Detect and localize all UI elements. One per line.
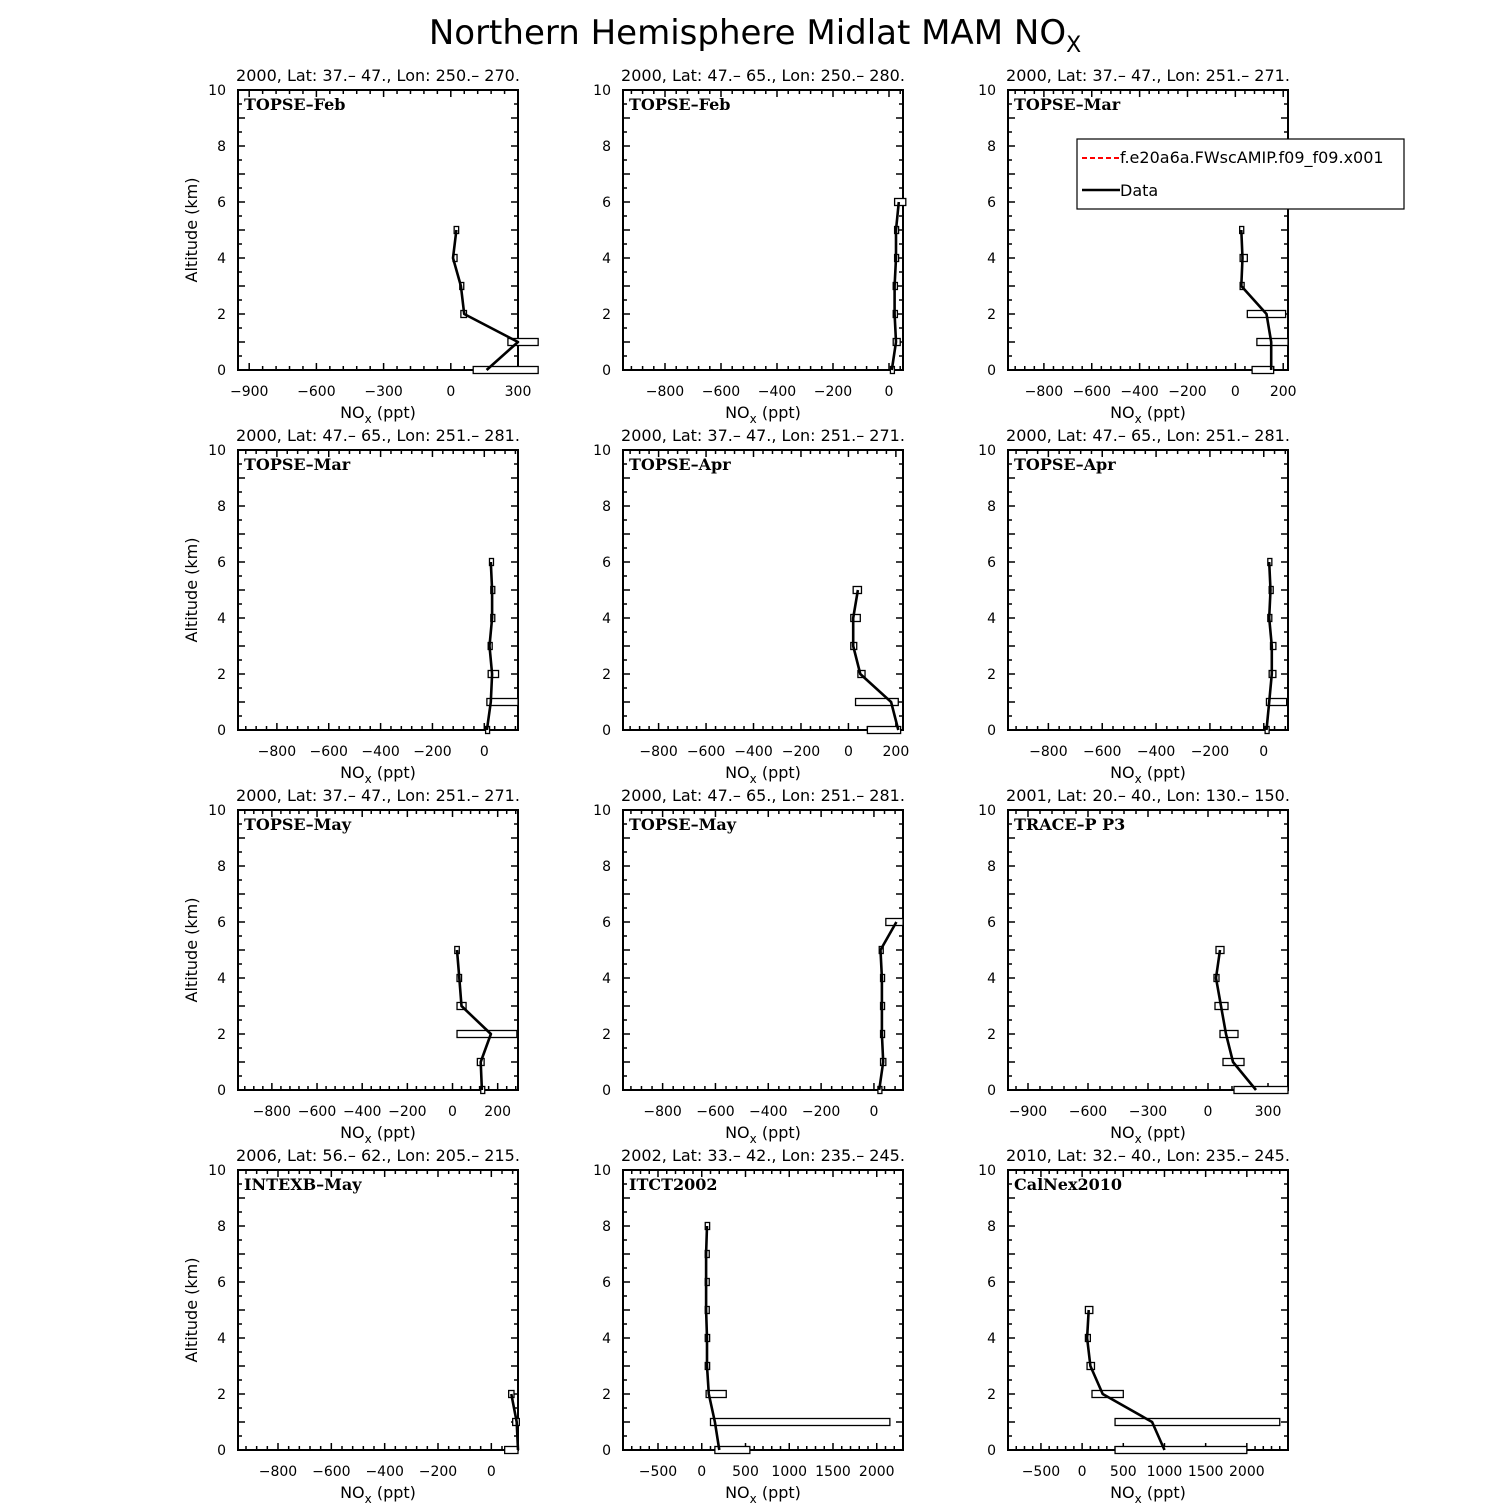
y-tick-label: 4 (602, 251, 611, 267)
y-tick-label: 10 (978, 1163, 996, 1179)
panel-12 (978, 1146, 1290, 1506)
x-tick-label: 0 (1230, 384, 1240, 400)
x-tick-label: −200 (413, 744, 452, 760)
x-tick-label: −500 (638, 1464, 678, 1480)
x-tick-label: −400 (734, 744, 773, 760)
campaign-label: TOPSE–Feb (244, 95, 346, 114)
x-axis-label (340, 1123, 416, 1146)
plot-frame (238, 1170, 518, 1450)
y-tick-label: 0 (987, 1083, 996, 1099)
x-tick-label: −400 (365, 1464, 404, 1480)
y-tick-label: 2 (602, 1027, 611, 1043)
x-tick-label: 2000 (858, 1464, 895, 1480)
x-axis-label-unit: (ppt) (371, 403, 416, 422)
y-axis-label: Altitude (km) (182, 897, 201, 1003)
panel-11 (593, 1146, 905, 1506)
x-tick-label: −600 (1068, 1104, 1108, 1120)
x-tick-label: −800 (258, 1464, 298, 1480)
campaign-label: TOPSE–Apr (1014, 455, 1116, 474)
campaign-label: ITCT2002 (629, 1175, 718, 1194)
panel-title: 2000, Lat: 37.– 47., Lon: 251.– 271. (621, 426, 905, 445)
x-tick-label: −400 (342, 1104, 382, 1120)
data-median-line (1216, 950, 1256, 1090)
x-axis-label-unit: (ppt) (756, 1123, 801, 1142)
x-axis-label-main: NO (1110, 403, 1135, 422)
x-tick-label: −800 (643, 1104, 682, 1120)
x-axis-label-main: NO (1110, 1123, 1135, 1142)
x-tick-label: 0 (884, 384, 894, 400)
x-axis-label (725, 763, 801, 786)
y-tick-label: 2 (602, 307, 611, 323)
x-tick-label: 2000 (1229, 1464, 1265, 1480)
x-axis-label-main: NO (725, 1483, 750, 1502)
panel-2 (593, 66, 906, 426)
x-axis-label-subscript: x (1134, 412, 1142, 426)
y-tick-label: 4 (602, 1331, 611, 1347)
figure-title-subscript: X (1066, 33, 1082, 58)
x-tick-label: −600 (312, 1464, 351, 1480)
panel-grid (182, 66, 1404, 1506)
y-tick-label: 8 (602, 139, 611, 155)
y-tick-label: 2 (987, 307, 996, 323)
y-tick-label: 8 (987, 859, 996, 875)
x-axis-label-unit: (ppt) (1141, 403, 1186, 422)
x-tick-label: −600 (686, 744, 726, 760)
data-range-box (711, 1419, 890, 1426)
x-tick-label: −800 (645, 384, 685, 400)
campaign-label: TOPSE–Feb (629, 95, 731, 114)
x-axis-label-unit: (ppt) (756, 763, 801, 782)
y-tick-label: 10 (208, 443, 226, 459)
y-tick-label: 8 (602, 1219, 611, 1235)
data-median-line (706, 1226, 719, 1450)
y-tick-label: 10 (593, 443, 611, 459)
x-axis-label-subscript: x (749, 1492, 757, 1506)
panel-title: 2006, Lat: 56.– 62., Lon: 205.– 215. (236, 1146, 520, 1165)
x-tick-label: −200 (388, 1104, 427, 1120)
y-tick-label: 8 (217, 1219, 226, 1235)
x-axis-label-unit: (ppt) (371, 1123, 416, 1142)
y-tick-label: 6 (217, 1275, 226, 1291)
y-tick-label: 0 (217, 723, 226, 739)
x-axis-label-main: NO (340, 763, 365, 782)
y-tick-label: 6 (602, 1275, 611, 1291)
campaign-label: TOPSE–May (244, 815, 351, 834)
x-tick-label: 200 (484, 1104, 512, 1120)
y-tick-label: 6 (987, 195, 996, 211)
y-tick-label: 4 (987, 251, 996, 267)
y-tick-label: 10 (208, 1163, 226, 1179)
campaign-label: CalNex2010 (1014, 1175, 1123, 1194)
x-axis-label-subscript: x (364, 772, 372, 786)
x-axis-label (340, 763, 416, 786)
y-tick-label: 4 (217, 971, 226, 987)
x-tick-label: −600 (309, 744, 348, 760)
x-tick-label: −800 (257, 744, 297, 760)
y-tick-label: 0 (602, 723, 611, 739)
data-median-line (1087, 1310, 1164, 1450)
x-axis-label-unit: (ppt) (1141, 763, 1186, 782)
x-axis-label-unit: (ppt) (371, 1483, 416, 1502)
plot-frame (623, 810, 903, 1090)
x-axis-label-unit: (ppt) (756, 1483, 801, 1502)
x-tick-label: −200 (813, 384, 853, 400)
y-tick-label: 8 (217, 859, 226, 875)
y-tick-label: 0 (217, 1083, 226, 1099)
plot-frame (238, 810, 518, 1090)
y-tick-label: 8 (987, 139, 996, 155)
x-axis-label-main: NO (1110, 763, 1135, 782)
x-tick-label: −900 (229, 384, 269, 400)
y-tick-label: 4 (217, 1331, 226, 1347)
legend-model-label: f.e20a6a.FWscAMIP.f09_f09.x001 (1120, 148, 1384, 167)
x-tick-label: −600 (696, 1104, 735, 1120)
x-tick-label: −300 (364, 384, 403, 400)
data-range-box (1115, 1447, 1247, 1454)
x-axis-label-subscript: x (749, 772, 757, 786)
x-tick-label: −800 (1024, 384, 1064, 400)
panel-title: 2010, Lat: 32.– 40., Lon: 235.– 245. (1006, 1146, 1290, 1165)
panel-title: 2000, Lat: 47.– 65., Lon: 251.– 281. (1006, 426, 1290, 445)
campaign-label: TOPSE–May (629, 815, 736, 834)
y-tick-label: 0 (987, 723, 996, 739)
campaign-label: TOPSE–Mar (1014, 95, 1121, 114)
y-tick-label: 0 (987, 1443, 996, 1459)
x-tick-label: −800 (1029, 744, 1068, 760)
y-tick-label: 10 (978, 443, 996, 459)
y-tick-label: 2 (602, 1387, 611, 1403)
x-tick-label: −300 (1128, 1104, 1168, 1120)
figure-title-main: Northern Hemisphere Midlat MAM NO (428, 13, 1067, 53)
data-median-line (853, 590, 898, 730)
x-tick-label: 0 (843, 744, 853, 760)
x-axis-label-unit: (ppt) (756, 403, 801, 422)
plot-frame (623, 90, 903, 370)
panel-1 (182, 66, 538, 426)
y-tick-label: 6 (987, 555, 996, 571)
data-range-box (1220, 1031, 1238, 1038)
y-axis-label: Altitude (km) (182, 177, 201, 283)
x-axis-label-subscript: x (749, 1132, 757, 1146)
data-range-box (1234, 1087, 1288, 1094)
x-tick-label: −200 (801, 1104, 841, 1120)
x-tick-label: −200 (1168, 384, 1207, 400)
plot-frame (1008, 90, 1288, 370)
y-tick-label: 4 (987, 611, 996, 627)
x-axis-label-subscript: x (364, 1132, 372, 1146)
campaign-label: INTEXB–May (244, 1175, 362, 1194)
y-tick-label: 10 (593, 83, 611, 99)
plot-frame (238, 450, 518, 730)
data-range-box (505, 1447, 518, 1454)
x-tick-label: −600 (297, 384, 336, 400)
legend (1077, 139, 1404, 209)
x-axis-label (725, 1123, 801, 1146)
x-tick-label: −200 (418, 1464, 458, 1480)
x-tick-label: 500 (1109, 1464, 1137, 1480)
y-tick-label: 6 (602, 915, 611, 931)
data-median-line (453, 230, 518, 370)
campaign-label: TOPSE–Apr (629, 455, 731, 474)
panel-3 (978, 66, 1404, 426)
x-tick-label: −400 (757, 384, 797, 400)
x-tick-label: −600 (1083, 744, 1122, 760)
x-axis-label (340, 403, 416, 426)
panel-title: 2000, Lat: 37.– 47., Lon: 250.– 270. (236, 66, 520, 85)
x-axis-label-main: NO (725, 763, 750, 782)
x-tick-label: 0 (486, 1464, 496, 1480)
x-tick-label: −800 (639, 744, 678, 760)
x-axis-label (725, 1483, 801, 1506)
y-tick-label: 10 (208, 803, 226, 819)
y-tick-label: 8 (602, 859, 611, 875)
x-tick-label: 500 (732, 1464, 759, 1480)
y-tick-label: 0 (602, 1083, 611, 1099)
x-tick-label: −600 (1072, 384, 1111, 400)
y-tick-label: 10 (978, 803, 996, 819)
panel-7 (182, 786, 520, 1146)
x-axis-label (725, 403, 801, 426)
panel-title: 2001, Lat: 20.– 40., Lon: 130.– 150. (1006, 786, 1290, 805)
y-tick-label: 2 (217, 667, 226, 683)
x-tick-label: 0 (446, 384, 456, 400)
x-tick-label: 0 (869, 1104, 879, 1120)
legend-data-label: Data (1120, 181, 1159, 200)
figure-title (429, 13, 1081, 58)
panel-8 (593, 786, 905, 1146)
y-tick-label: 10 (208, 83, 226, 99)
y-tick-label: 4 (602, 971, 611, 987)
y-tick-label: 6 (987, 1275, 996, 1291)
panel-9 (978, 786, 1290, 1146)
x-tick-label: −200 (781, 744, 821, 760)
data-range-box (473, 367, 538, 374)
y-tick-label: 0 (602, 363, 611, 379)
plot-frame (1008, 1170, 1288, 1450)
data-median-line (1241, 230, 1271, 370)
x-tick-label: 0 (1259, 744, 1269, 760)
y-axis-label: Altitude (km) (182, 1257, 201, 1363)
y-tick-label: 4 (987, 1331, 996, 1347)
x-axis-label-subscript: x (1134, 772, 1142, 786)
y-tick-label: 10 (593, 1163, 611, 1179)
y-tick-label: 10 (593, 803, 611, 819)
x-axis-label-subscript: x (364, 1492, 372, 1506)
x-tick-label: 1000 (1146, 1464, 1183, 1480)
x-axis-label-main: NO (1110, 1483, 1135, 1502)
panel-title: 2000, Lat: 47.– 65., Lon: 250.– 280. (621, 66, 905, 85)
y-tick-label: 6 (217, 555, 226, 571)
y-tick-label: 2 (987, 1387, 996, 1403)
x-tick-label: 0 (1077, 1464, 1087, 1480)
panel-title: 2000, Lat: 47.– 65., Lon: 251.– 281. (236, 426, 520, 445)
y-tick-label: 0 (602, 1443, 611, 1459)
x-tick-label: 0 (479, 744, 489, 760)
y-tick-label: 8 (217, 499, 226, 515)
x-axis-label-subscript: x (1134, 1492, 1142, 1506)
y-tick-label: 6 (217, 915, 226, 931)
x-axis-label-main: NO (340, 403, 365, 422)
x-axis-label-subscript: x (1134, 1132, 1142, 1146)
x-tick-label: −400 (361, 744, 400, 760)
x-tick-label: −400 (1136, 744, 1176, 760)
x-axis-label-unit: (ppt) (1141, 1123, 1186, 1142)
x-tick-label: −400 (1120, 384, 1159, 400)
y-tick-label: 4 (602, 611, 611, 627)
plot-frame (623, 1170, 903, 1450)
panel-5 (593, 426, 909, 786)
y-tick-label: 6 (602, 195, 611, 211)
y-tick-label: 6 (987, 915, 996, 931)
x-axis-label (1110, 763, 1186, 786)
x-axis-label-main: NO (340, 1483, 365, 1502)
y-tick-label: 8 (217, 139, 226, 155)
x-tick-label: 200 (882, 744, 910, 760)
panel-10 (182, 1146, 520, 1506)
x-axis-label-main: NO (725, 403, 750, 422)
y-tick-label: 6 (217, 195, 226, 211)
data-median-line (457, 950, 491, 1090)
plot-frame (1008, 450, 1288, 730)
x-tick-label: 1500 (815, 1464, 851, 1480)
x-axis-label-main: NO (725, 1123, 750, 1142)
data-median-line (879, 922, 896, 1090)
panel-title: 2000, Lat: 47.– 65., Lon: 251.– 281. (621, 786, 905, 805)
y-tick-label: 8 (987, 1219, 996, 1235)
x-axis-label (1110, 1123, 1186, 1146)
campaign-label: TRACE–P P3 (1014, 815, 1126, 834)
panel-4 (182, 426, 520, 786)
y-tick-label: 2 (217, 1387, 226, 1403)
x-tick-label: 0 (1203, 1104, 1213, 1120)
y-tick-label: 10 (978, 83, 996, 99)
y-tick-label: 2 (987, 1027, 996, 1043)
x-axis-label-subscript: x (749, 412, 757, 426)
y-tick-label: 0 (217, 1443, 226, 1459)
plot-frame (238, 90, 518, 370)
y-tick-label: 2 (217, 307, 226, 323)
x-tick-label: 0 (697, 1464, 707, 1480)
x-tick-label: −600 (297, 1104, 337, 1120)
x-tick-label: 1500 (1187, 1464, 1224, 1480)
x-tick-label: 1000 (771, 1464, 808, 1480)
data-range-box (1115, 1419, 1280, 1426)
x-tick-label: −200 (1190, 744, 1230, 760)
plot-frame (1008, 810, 1288, 1090)
x-tick-label: −400 (749, 1104, 788, 1120)
y-tick-label: 2 (987, 667, 996, 683)
panel-6 (978, 426, 1290, 786)
x-axis-label (340, 1483, 416, 1506)
y-tick-label: 2 (602, 667, 611, 683)
data-range-box (867, 727, 900, 734)
y-tick-label: 4 (987, 971, 996, 987)
y-tick-label: 8 (987, 499, 996, 515)
y-tick-label: 0 (217, 363, 226, 379)
y-tick-label: 6 (602, 555, 611, 571)
x-tick-label: −800 (252, 1104, 292, 1120)
y-axis-label: Altitude (km) (182, 537, 201, 643)
y-tick-label: 0 (987, 363, 996, 379)
y-tick-label: 2 (217, 1027, 226, 1043)
x-tick-label: −600 (701, 384, 741, 400)
x-axis-label-unit: (ppt) (1141, 1483, 1186, 1502)
panel-title: 2002, Lat: 33.– 42., Lon: 235.– 245. (621, 1146, 905, 1165)
x-tick-label: −500 (1021, 1464, 1061, 1480)
x-tick-label: −900 (1008, 1104, 1048, 1120)
x-axis-label (1110, 403, 1186, 426)
x-tick-label: 0 (448, 1104, 457, 1120)
x-tick-label: 300 (504, 384, 532, 400)
x-axis-label-main: NO (340, 1123, 365, 1142)
y-tick-label: 8 (602, 499, 611, 515)
campaign-label: TOPSE–Mar (244, 455, 351, 474)
panel-title: 2000, Lat: 37.– 47., Lon: 251.– 271. (236, 786, 520, 805)
panel-title: 2000, Lat: 37.– 47., Lon: 251.– 271. (1006, 66, 1290, 85)
x-axis-label-unit: (ppt) (371, 763, 416, 782)
x-axis-label (1110, 1483, 1186, 1506)
x-tick-label: 300 (1254, 1104, 1282, 1120)
x-tick-label: 200 (1269, 384, 1297, 400)
data-range-box (895, 199, 906, 206)
x-axis-label-subscript: x (364, 412, 372, 426)
y-tick-label: 4 (217, 251, 226, 267)
y-tick-label: 4 (217, 611, 226, 627)
